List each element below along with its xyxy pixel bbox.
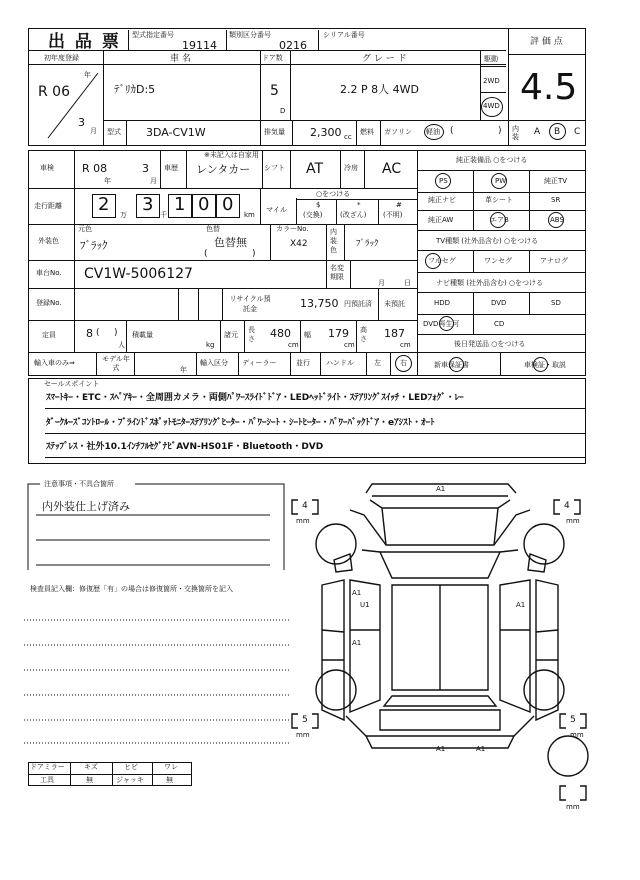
tire-rl-depth: 5 (302, 715, 308, 725)
mile-label: マイル (266, 206, 287, 214)
ac-label: 冷房 (344, 164, 358, 172)
name-change-label: 名変期限 (330, 264, 344, 281)
navi-header: ナビ種類 (社外品含む) ○をつける (436, 279, 544, 287)
tv-item-oneseg: ワンセグ (484, 257, 512, 265)
extras-header-scratch: キズ (84, 763, 98, 771)
mile-unknown-sub: (不明) (383, 211, 403, 219)
class-value: 0216 (279, 39, 307, 52)
mileage-digit-1: 2 (98, 194, 110, 215)
handle-label: ハンドル (326, 359, 354, 367)
width-cm: cm (344, 341, 355, 349)
grade-value: 2.2 P 8人 4WD (340, 83, 419, 96)
length-prefix: 諸元 (224, 331, 238, 339)
drive-4wd: 4WD (483, 102, 500, 110)
mileage-digit-5: 0 (222, 194, 234, 215)
inspection-month-suffix: 月 (150, 177, 157, 185)
import-parallel: 並行 (296, 359, 310, 367)
mile-swap: $ (316, 201, 321, 209)
month-suffix: 月 (90, 127, 97, 135)
interior-a: A (534, 127, 541, 137)
width-value: 179 (328, 327, 349, 340)
type-cert-value: 19114 (182, 39, 217, 52)
drive-2wd: 2WD (483, 77, 500, 85)
width-label: 幅 (304, 331, 311, 339)
length-cm: cm (288, 341, 299, 349)
tire-spare-mm: mm (566, 803, 580, 811)
model-label: 型式 (107, 128, 121, 136)
recycle-unit: 円預託済 (344, 300, 372, 308)
chassis-label: 車台No. (36, 269, 62, 277)
notes-label: 注意事項・不具合箇所 (44, 480, 114, 488)
damage-mark-rear-bumper-right: A1 (476, 745, 486, 753)
sales-line-3: ｽﾃｯﾌﾟﾚｽ・社外10.1ｲﾝﾁﾌﾙｾｸﾞﾅﾋﾞAVN-HS01F・Bluetooth・DVD (46, 442, 324, 452)
first-reg-month: 3 (78, 116, 85, 129)
ac-value: AC (382, 161, 402, 177)
mileage-digit-4: 0 (198, 194, 210, 215)
extras-value-tools-status: 無 (86, 776, 93, 784)
oem-item-sr: SR (551, 196, 561, 204)
oem-item-abs: ABS (550, 216, 564, 224)
handle-left: 左 (374, 359, 381, 367)
capacity-label: 定員 (42, 331, 56, 339)
interior-color-label: 内装色 (330, 228, 337, 254)
mileage-digit-3: 1 (174, 194, 186, 215)
type-cert-label: 型式指定番号 (132, 31, 174, 39)
sheet-title: 出 品 票 (48, 32, 121, 52)
mile-tamper: * (357, 201, 361, 209)
tire-fl-depth: 4 (302, 501, 308, 511)
oem-item-pw: PW (495, 177, 507, 185)
recycle-label: リサイクル預託金 (229, 295, 271, 313)
import-dealer: ディーラー (242, 359, 277, 367)
tire-fl-mm: mm (296, 517, 310, 525)
navi-item-dvd: DVD (491, 299, 507, 307)
interior-label: 内装 (512, 125, 519, 141)
navi-item-dvd-play: DVD再生可 (423, 320, 460, 328)
mileage-label: 走行距離 (34, 202, 62, 210)
first-reg-label: 初年度登録 (44, 54, 79, 62)
evaluation-score: 4.5 (520, 67, 578, 108)
history-note: ※未記入は自家用 (204, 151, 259, 159)
doors-value: 5 (270, 83, 279, 99)
car-name-label: 車 名 (170, 54, 191, 64)
damage-mark-left-front-door: A1 (352, 589, 362, 597)
fuel-paren-close: ) (498, 126, 502, 136)
mileage-sen: 千 (160, 211, 167, 219)
extras-value-jack-status: 無 (166, 776, 173, 784)
oem-header: 純正装備品 ○をつける (456, 156, 528, 164)
fuel-diesel: 軽油 (426, 128, 440, 136)
reg-no-label: 登録No. (36, 299, 62, 307)
diagram-top-label: A1 (436, 485, 446, 493)
displacement-value: 2,300 (310, 126, 342, 139)
recycle-unpaid: 未預託 (384, 300, 405, 308)
extras-header-break: ワレ (164, 763, 178, 771)
damage-mark-left-front-door-2: U1 (360, 601, 370, 609)
tire-fr-mm: mm (566, 517, 580, 525)
exterior-color-label: 外装色 (38, 237, 59, 245)
extras-value-tools: 工具 (40, 776, 54, 784)
history-label: 車歴 (164, 164, 178, 172)
load-label: 積載量 (132, 331, 153, 339)
later-item-warranty: 新車保証書 (434, 361, 469, 369)
extras-header-crack: ヒビ (124, 763, 138, 771)
class-label: 類別区分番号 (229, 31, 271, 39)
displacement-label: 排気量 (264, 128, 285, 136)
extras-header-mirror: ドアミラー (30, 763, 65, 771)
height-label: 高さ (360, 326, 367, 343)
grade-label: グ レ ー ド (362, 54, 407, 64)
model-year-label: モデル年式 (102, 355, 130, 372)
inspection-month: 3 (142, 162, 149, 175)
import-label: 輸入車のみ⇒ (34, 359, 75, 367)
original-color: ﾌﾞﾗｯｸ (80, 239, 108, 252)
navi-item-cd: CD (494, 320, 505, 328)
capacity-unit: 人 (118, 341, 125, 349)
doors-label: ドア数 (262, 54, 283, 62)
recycle-value: 13,750 (300, 297, 339, 310)
oem-item-leather: 革シート (485, 196, 513, 204)
damage-mark-rear-bumper-left: A1 (436, 745, 446, 753)
repaint-label: 色替 (206, 225, 220, 233)
notes-text: 内外装仕上げ済み (42, 500, 130, 513)
interior-b: B (554, 127, 561, 137)
color-no-value: X42 (290, 239, 308, 249)
oem-item-tv: 純正TV (544, 177, 568, 185)
later-item-inspection: 車検証・取説 (524, 361, 566, 369)
handle-right: 右 (400, 359, 407, 367)
capacity-paren-close: ) (114, 328, 118, 338)
sales-line-2: ﾀﾞｰｸﾙｰｽﾞｺﾝﾄﾛｰﾙ・ﾌﾞﾗｲﾝﾄﾞｽﾎﾟｯﾄﾓﾆﾀｰｽﾃｱﾘﾝｸﾞﾋｰﾀｰ・ﾊﾟﾜｰｼｰﾄ・ｼｰﾄﾋｰﾀｰ・ﾊﾟﾜｰﾊﾞｯｸﾄﾞｱ・eｱｼｽﾄ・ｵｰﾄ (46, 418, 435, 428)
mile-swap-sub: (交換) (303, 211, 323, 219)
mile-tamper-sub: (改ざん) (340, 211, 367, 219)
sales-label: セールスポイント (44, 380, 100, 388)
history-value: レンタカー (196, 163, 251, 176)
tv-header: TV種類 (社外品含む) ○をつける (436, 237, 539, 245)
shift-label: シフト (264, 164, 285, 172)
oem-item-ps: PS (439, 177, 448, 185)
extras-value-jack: ジャッキ (116, 776, 144, 784)
doors-sub: D (280, 107, 286, 115)
mile-circle-note: ○をつける (316, 190, 351, 198)
oem-item-aw: 純正AW (428, 216, 454, 224)
interior-c: C (574, 127, 581, 137)
capacity-paren-open: ( (96, 328, 100, 338)
first-reg-era: R 06 (38, 84, 70, 100)
length-label: 長さ (248, 326, 255, 343)
tire-rr-depth: 5 (570, 715, 576, 725)
height-value: 187 (384, 327, 405, 340)
capacity-value: 8 (86, 327, 93, 340)
tv-item-fullseg: フルセグ (428, 257, 456, 265)
damage-mark-right-front-door: A1 (516, 601, 526, 609)
model-year-unit: 年 (180, 366, 187, 374)
navi-item-sd: SD (551, 299, 561, 307)
tire-fr-depth: 4 (564, 501, 570, 511)
name-change-day: 日 (404, 279, 411, 287)
repaint-paren-open: ( (204, 249, 208, 259)
shift-value: AT (306, 161, 324, 177)
sales-line-1: ｽﾏｰﾄｷｰ・ETC・ｽﾍﾟｱｷｰ・全周囲カメラ・両側ﾊﾟﾜｰｽﾗｲﾄﾞﾄﾞｱ・LEDﾍｯﾄﾞﾗｲﾄ・ｽﾃｱﾘﾝｸﾞｽｲｯﾁ・LEDﾌｫｸﾞ・ﾚｰ (46, 393, 464, 403)
model-value: 3DA-CV1W (146, 126, 206, 139)
length-value: 480 (270, 327, 291, 340)
oem-item-navi: 純正ナビ (428, 196, 456, 204)
inspection-label: 車検 (40, 164, 54, 172)
navi-item-hdd: HDD (434, 299, 451, 307)
year-suffix: 年 (84, 71, 91, 79)
fuel-paren-open: ( (450, 126, 454, 136)
eval-label: 評 価 点 (530, 37, 563, 47)
mile-unknown: # (396, 201, 402, 209)
damage-mark-left-rear-door: A1 (352, 639, 362, 647)
mileage-man: 万 (120, 211, 127, 219)
displacement-unit: cc (344, 133, 352, 141)
import-type-label: 輸入区分 (200, 359, 228, 367)
inspection-year: 年 (104, 177, 111, 185)
tire-rr-mm: mm (570, 731, 584, 739)
chassis-value: CV1W-5006127 (84, 266, 193, 282)
name-change-month: 月 (378, 279, 385, 287)
repaint-paren-close: ) (252, 249, 256, 259)
later-header: 後日発送品 ○をつける (454, 340, 526, 348)
load-unit: kg (206, 341, 215, 349)
mileage-digit-2: 3 (142, 194, 154, 215)
interior-color: ﾌﾞﾗｯｸ (356, 239, 379, 249)
fuel-gasoline: ガソリン (384, 128, 412, 136)
inspection-value: R 08 (82, 162, 108, 175)
tv-item-analog: アナログ (540, 257, 568, 265)
repaint-value: 色替無 (214, 236, 247, 249)
drive-label: 駆動 (484, 55, 498, 63)
tire-rl-mm: mm (296, 731, 310, 739)
height-cm: cm (400, 341, 411, 349)
mileage-unit: km (244, 211, 255, 219)
serial-label: シリアル番号 (323, 31, 365, 39)
car-name: ﾃﾞﾘｶD:5 (114, 83, 156, 96)
inspector-label: 検査員記入欄：修復歴「有」の場合は修復箇所・交換箇所を記入 (30, 585, 233, 593)
color-no-label: カラーNo. (276, 225, 309, 233)
oem-item-airbag: エアB (490, 216, 509, 224)
fuel-label: 燃料 (360, 128, 374, 136)
original-color-label: 元色 (78, 225, 92, 233)
